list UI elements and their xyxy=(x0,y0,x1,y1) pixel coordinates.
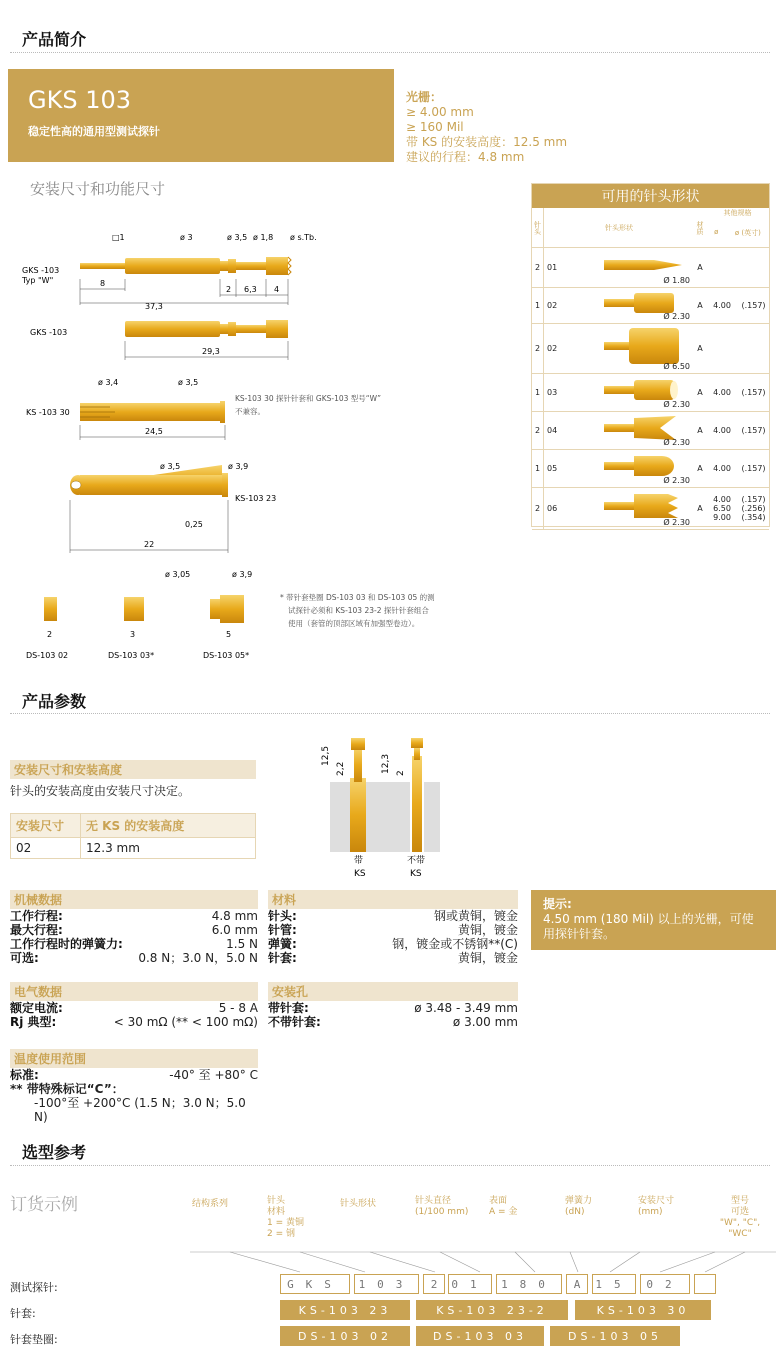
tip-number: 2 xyxy=(532,324,544,373)
grid-label: 光栅： xyxy=(406,90,443,104)
dim-l22: 22 xyxy=(144,540,155,549)
fig-125: 12,5 xyxy=(321,745,331,766)
col-dia: ø xyxy=(714,228,719,236)
hole-v2: ø 3.00 mm xyxy=(452,1015,518,1029)
star-note-2: 试探针必须和 KS-103 23-2 探针针套组合 xyxy=(288,606,429,615)
divider xyxy=(10,52,770,53)
elec-k2: Rj 典型: xyxy=(10,1015,57,1029)
tip-other-dia: 4.00 6.50 9.00 xyxy=(713,495,731,522)
dim-d35c: ø 3,5 xyxy=(160,462,181,471)
tip-material: A xyxy=(697,344,703,353)
temp-r2: ** 带特殊标记“C”： xyxy=(10,1082,124,1096)
tip-table-header xyxy=(532,208,769,248)
tip-other-inch: (.157) xyxy=(741,426,766,435)
with-ks-2: KS xyxy=(354,869,366,879)
divider xyxy=(10,1165,770,1166)
data-row-value: 钢，镀金或不锈钢**(C) xyxy=(392,937,518,951)
washers-drawing xyxy=(26,570,435,660)
install-col1: 安装尺寸 xyxy=(11,814,81,838)
data-row xyxy=(10,923,258,937)
section-title-intro: 产品简介 xyxy=(22,30,87,49)
tip-code: 01 xyxy=(547,263,558,272)
tip-other-inch: (.157) xyxy=(741,301,766,310)
tip-other-inch: (.157) xyxy=(741,388,766,397)
compat-note-1: KS-103 30 探针针套和 GKS-103 型号“W” xyxy=(235,394,381,403)
col-tip: 针头 xyxy=(532,208,544,247)
hero-banner xyxy=(8,69,394,162)
order-h2c: 1 = 黄铜 xyxy=(267,1218,304,1228)
tip-material: A xyxy=(697,464,703,473)
temp-v1: -40° 至 +80° C xyxy=(169,1068,258,1082)
temp-head: 温度使用范围 xyxy=(10,1049,258,1068)
dims-title: 安装尺寸和功能尺寸 xyxy=(30,180,166,198)
dim-d39b: ø 3,9 xyxy=(232,570,253,579)
ks-height: 带 KS 的安装高度：12.5 mm xyxy=(406,135,568,149)
dim-l63: 6,3 xyxy=(244,285,257,294)
order-h6a: 弹簧力 xyxy=(565,1196,593,1206)
probe-gks-w-drawing xyxy=(21,233,317,311)
order-h6b: (dN) xyxy=(565,1207,585,1217)
recommended-stroke: 建议的行程：4.8 mm xyxy=(406,150,525,164)
elec-head: 电气数据 xyxy=(10,982,258,1001)
tip-number: 1 xyxy=(532,374,544,411)
ds05-label: DS-103 05* xyxy=(203,651,250,660)
col-inch: ø (英寸) xyxy=(734,229,761,237)
code-diameter: 180 xyxy=(496,1274,562,1294)
dim-d305: ø 3,05 xyxy=(165,570,191,579)
data-row-value: 黄铜，镀金 xyxy=(457,951,518,965)
dim-dstb: ø s.Tb. xyxy=(290,233,317,242)
grid-line2: ≥ 160 Mil xyxy=(406,120,464,134)
install-val2: 12.3 mm xyxy=(81,838,256,859)
tip-shape-image xyxy=(564,288,694,323)
compat-note-2: 不兼容。 xyxy=(235,407,265,416)
order-title: 订货示例 xyxy=(10,1195,78,1215)
order-h8d: "WC" xyxy=(728,1229,752,1239)
code-material: 2 xyxy=(423,1274,445,1294)
tip-diameter: Ø 2.30 xyxy=(663,438,690,447)
washer-code-2: DS-103 03 xyxy=(416,1326,544,1346)
code-install: 02 xyxy=(640,1274,690,1294)
tip-number: 2 xyxy=(532,248,544,287)
code-shape: 01 xyxy=(448,1274,492,1294)
dim-l293: 29,3 xyxy=(202,347,220,356)
sleeve-ks30-drawing xyxy=(26,378,381,440)
install-col2: 无 KS 的安装高度 xyxy=(81,814,256,838)
dim-sq1: □1 xyxy=(112,233,125,242)
elec-v1: 5 - 8 A xyxy=(218,1001,258,1015)
tip-code: 03 xyxy=(547,388,558,397)
data-row-value: 1.5 N xyxy=(226,937,258,951)
install-head: 安装尺寸和安装高度 xyxy=(10,760,256,779)
tip-code: 04 xyxy=(547,426,558,435)
data-row xyxy=(268,937,518,951)
order-h3: 针头形状 xyxy=(340,1199,377,1209)
order-h7b: (mm) xyxy=(638,1207,663,1217)
sleeve-code-3: KS-103 30 xyxy=(575,1300,711,1320)
code-series: GKS xyxy=(280,1274,350,1294)
fig-22: 2,2 xyxy=(336,761,346,776)
washer-label: 针套垫圈: xyxy=(10,1333,58,1346)
hole-k2: 不带针套: xyxy=(268,1015,321,1029)
data-row xyxy=(10,909,258,923)
tip-number: 1 xyxy=(532,288,544,323)
tip-row xyxy=(532,324,769,374)
data-row-value: 4.8 mm xyxy=(211,909,258,923)
col-shape: 针头形状 xyxy=(605,223,633,232)
dim-d39: ø 3,9 xyxy=(228,462,249,471)
order-h8a: 型号 xyxy=(730,1196,749,1206)
data-row-key: 针头: xyxy=(268,909,297,923)
gks-w-label-1: GKS -103 xyxy=(22,266,60,275)
data-row-value: 6.0 mm xyxy=(211,923,258,937)
dim-ds5: 5 xyxy=(226,630,232,639)
tip-other-inch: (.157) (.256) (.354) xyxy=(741,495,766,522)
temp-k1: 标准: xyxy=(10,1068,39,1082)
order-h7 xyxy=(638,1196,674,1218)
elec-v2: < 30 mΩ (** < 100 mΩ) xyxy=(113,1015,258,1029)
tip-material: A xyxy=(697,263,703,272)
tip-shape-image xyxy=(564,248,694,287)
dim-d3: ø 3 xyxy=(180,233,193,242)
tip-other-dia: 4.00 xyxy=(713,464,731,473)
tip-number: 2 xyxy=(532,412,544,449)
with-ks-1: 带 xyxy=(354,856,364,866)
order-h2d: 2 = 钢 xyxy=(267,1229,295,1239)
install-desc: 针头的安装高度由安装尺寸决定。 xyxy=(10,784,191,798)
elec-block xyxy=(10,982,258,1029)
tip-shapes-panel xyxy=(531,183,770,527)
col-other xyxy=(706,208,769,247)
tip-code: 05 xyxy=(547,464,558,473)
dim-d34: ø 3,4 xyxy=(98,378,119,387)
sleeve-code-1: KS-103 23 xyxy=(280,1300,410,1320)
data-row-value: 黄铜，镀金 xyxy=(457,923,518,937)
install-figure xyxy=(316,726,446,882)
mech-block xyxy=(10,890,258,965)
tip-code: 02 xyxy=(547,344,558,353)
hint-title: 提示: xyxy=(543,897,572,911)
material-rows xyxy=(268,909,518,965)
material-block xyxy=(268,890,518,965)
order-h2b: 材料 xyxy=(267,1207,286,1217)
tip-shape-image xyxy=(564,412,694,449)
ds03-label: DS-103 03* xyxy=(108,651,155,660)
grid-line1: ≥ 4.00 mm xyxy=(406,105,474,119)
probe-label: 测试探针: xyxy=(10,1281,58,1294)
tip-material: A xyxy=(697,301,703,310)
tip-row xyxy=(532,248,769,288)
dim-l245: 24,5 xyxy=(145,427,163,436)
tip-row xyxy=(532,374,769,412)
data-row-key: 针管: xyxy=(268,923,297,937)
section-title-params: 产品参数 xyxy=(22,692,87,711)
hole-head: 安装孔 xyxy=(268,982,518,1001)
without-ks-1: 不带 xyxy=(407,856,426,866)
tip-diameter: Ø 2.30 xyxy=(663,312,690,321)
code-size: 103 xyxy=(354,1274,419,1294)
tip-row xyxy=(532,488,769,530)
col-material: 材质 xyxy=(696,220,704,235)
hole-k1: 带针套: xyxy=(268,1001,309,1015)
probe-gks-drawing xyxy=(30,320,288,360)
code-type xyxy=(694,1274,716,1294)
order-h8 xyxy=(710,1196,770,1240)
tip-material: A xyxy=(697,388,703,397)
star-note-1: * 带针套垫圈 DS-103 03 和 DS-103 05 的测 xyxy=(280,593,435,602)
hole-v1: ø 3.48 - 3.49 mm xyxy=(414,1001,518,1015)
tip-diameter: Ø 1.80 xyxy=(663,276,690,285)
ks30-label: KS -103 30 xyxy=(26,408,70,417)
code-spring: 15 xyxy=(592,1274,636,1294)
data-row-key: 工作行程: xyxy=(10,909,63,923)
tip-other-dia: 4.00 xyxy=(713,388,731,397)
model-subtitle: 稳定性高的通用型测试探针 xyxy=(28,125,160,138)
tip-other-inch: (.157) xyxy=(741,464,766,473)
ks23-label: KS-103 23 xyxy=(235,494,277,503)
order-h4 xyxy=(415,1196,468,1218)
code-surface: A xyxy=(566,1274,588,1294)
hole-block xyxy=(268,982,518,1029)
order-h5 xyxy=(489,1196,517,1218)
tip-other-dia: 4.00 xyxy=(713,301,731,310)
dim-d35: ø 3,5 xyxy=(227,233,248,242)
tip-row xyxy=(532,450,769,488)
fig-123: 12,3 xyxy=(381,753,391,774)
dimension-drawings xyxy=(20,225,490,665)
dim-l025: 0,25 xyxy=(185,520,203,529)
order-connector-lines xyxy=(190,1248,776,1276)
washer-code-3: DS-103 05 xyxy=(550,1326,680,1346)
data-row-key: 弹簧: xyxy=(268,937,297,951)
order-h5a: 表面 xyxy=(489,1196,508,1206)
without-ks-2: KS xyxy=(410,869,422,879)
star-note-3: 使用（套管的顶部区域有加强型卷边）。 xyxy=(288,619,420,628)
data-row-value: 钢或黄铜，镀金 xyxy=(433,909,518,923)
ds02-label: DS-103 02 xyxy=(26,651,69,660)
data-row xyxy=(268,909,518,923)
data-row xyxy=(10,951,258,965)
data-row-value: 0.8 N；3.0 N，5.0 N xyxy=(138,951,258,965)
data-row-key: 最大行程: xyxy=(10,923,63,937)
order-h8b: 可选 xyxy=(730,1207,749,1217)
tip-diameter: Ø 6.50 xyxy=(663,362,690,371)
col-other-label: 其他规格 xyxy=(723,209,752,217)
tip-row xyxy=(532,412,769,450)
temp-r3: -100°至 +200°C (1.5 N；3.0 N；5.0 N) xyxy=(34,1096,246,1124)
tip-diameter: Ø 2.30 xyxy=(663,400,690,409)
dim-l4: 4 xyxy=(274,285,280,294)
tip-code: 02 xyxy=(547,301,558,310)
order-h2 xyxy=(267,1196,304,1240)
tip-number: 2 xyxy=(532,488,544,529)
order-h5b: A = 金 xyxy=(489,1207,518,1217)
hint-text: 4.50 mm (180 Mil) 以上的光栅，可使用探针针套。 xyxy=(543,912,754,941)
data-row-key: 针套: xyxy=(268,951,297,965)
tip-row xyxy=(532,288,769,324)
gks-label: GKS -103 xyxy=(30,328,68,337)
sleeve-ks23-drawing xyxy=(70,462,276,553)
order-h4b: (1/100 mm) xyxy=(415,1207,469,1217)
mech-head: 机械数据 xyxy=(10,890,258,909)
order-h6 xyxy=(565,1196,592,1218)
divider xyxy=(10,713,770,714)
model-name: GKS 103 xyxy=(28,86,132,114)
sleeve-code-2: KS-103 23-2 xyxy=(416,1300,568,1320)
data-row-key: 工作行程时的弹簧力: xyxy=(10,937,123,951)
tip-other-dia: 4.00 xyxy=(713,426,731,435)
grid-info xyxy=(406,90,567,165)
hint-box xyxy=(531,890,776,950)
temp-block xyxy=(10,1049,258,1124)
tip-shape-image xyxy=(564,324,694,373)
install-block xyxy=(10,760,256,799)
elec-k1: 额定电流: xyxy=(10,1001,63,1015)
tip-material: A xyxy=(697,426,703,435)
sleeve-label: 针套: xyxy=(10,1307,36,1320)
gks-w-label-2: Typ "W" xyxy=(22,276,54,285)
tip-shape-image xyxy=(564,450,694,487)
dim-ds3: 3 xyxy=(130,630,136,639)
tip-number: 1 xyxy=(532,450,544,487)
data-row xyxy=(268,951,518,965)
install-table xyxy=(10,813,256,859)
dim-ds2: 2 xyxy=(47,630,53,639)
data-row xyxy=(268,923,518,937)
order-h8c: "W", "C", xyxy=(719,1218,761,1228)
install-val1: 02 xyxy=(11,838,81,859)
tip-code: 06 xyxy=(547,504,558,513)
dim-l373: 37,3 xyxy=(145,302,163,311)
fig-2: 2 xyxy=(396,770,406,776)
order-h7a: 安装尺寸 xyxy=(638,1196,675,1206)
dim-l8: 8 xyxy=(100,279,106,288)
data-row xyxy=(10,937,258,951)
dim-l2: 2 xyxy=(226,285,232,294)
washer-code-1: DS-103 02 xyxy=(280,1326,410,1346)
tip-diameter: Ø 2.30 xyxy=(663,476,690,485)
order-h4a: 针头直径 xyxy=(415,1196,452,1206)
tip-shape-image xyxy=(564,374,694,411)
dim-d18: ø 1,8 xyxy=(253,233,274,242)
tip-rows xyxy=(532,248,769,530)
tip-material: A xyxy=(697,504,703,513)
dim-d35b: ø 3,5 xyxy=(178,378,199,387)
tip-shapes-title: 可用的针头形状 xyxy=(532,184,769,208)
order-h1: 结构系列 xyxy=(192,1199,229,1209)
tip-shape-image xyxy=(564,488,694,529)
tip-diameter: Ø 2.30 xyxy=(663,518,690,527)
mech-rows xyxy=(10,909,258,965)
section-title-select: 选型参考 xyxy=(22,1143,87,1162)
data-row-key: 可选: xyxy=(10,951,39,965)
order-h2a: 针头 xyxy=(267,1196,286,1206)
material-head: 材料 xyxy=(268,890,518,909)
